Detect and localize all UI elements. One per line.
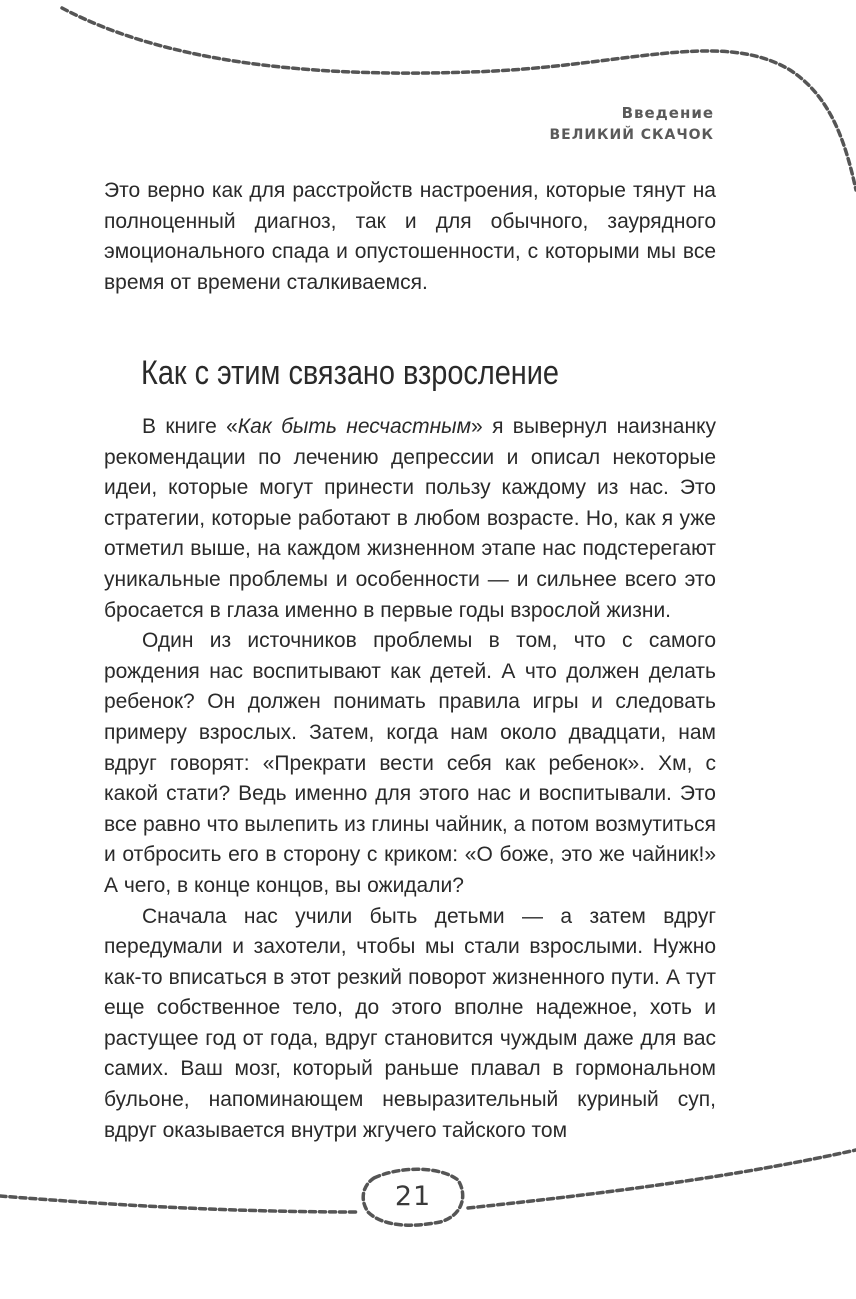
bottom-dashed-curve-left bbox=[0, 1196, 358, 1212]
intro-paragraph: Это верно как для расстройств настроения, которые тянут на полноценный диагноз, так и для обычного, заурядного эмоционального спада и опустошенности, с которыми мы все время от времени сталкиваемся. bbox=[104, 179, 716, 294]
body-paragraph-2: Один из источников проблемы в том, что с самого рождения нас воспитывают как детей. А что должен делать ребенок? Он должен понимать правила игры и следовать примеру взрослых. Затем, когда нам около двадцати, нам вдруг говорят: «Прекрати вести себя как ребенок». Хм, с какой стати? Ведь именно для этого нас и воспитывали. Это все равно что вылепить из глины чайник, а потом возмутиться и отбросить его в сторону с криком: «О боже, это же чайник!» А чего, в конце концов, вы ожидали? bbox=[104, 629, 716, 897]
book-title: Как быть несчастным bbox=[237, 415, 472, 438]
running-head bbox=[549, 102, 714, 146]
paragraph-1-rest: » я вывернул наизнанку рекомендации по лечению депрессии и описал некоторые идеи, которые могут принести пользу каждому из нас. Это стратегии, которые работают в любом возрасте. Но, как я уже отметил выше, на каждом жизненном этапе нас подстерегают уникальные проблемы и особенности — и сильнее всего это бросается в глаза именно в первые годы взрослой жизни. bbox=[104, 415, 716, 622]
intro-text bbox=[104, 176, 716, 298]
chapter-label: Введение bbox=[621, 104, 714, 122]
top-dashed-curve bbox=[62, 8, 856, 190]
bottom-dashed-curve-right bbox=[468, 1150, 856, 1208]
page-number: 21 bbox=[394, 1181, 432, 1212]
body-paragraph-1 bbox=[104, 412, 716, 626]
section-heading: Как с этим связано взросление bbox=[141, 354, 559, 392]
section-body bbox=[104, 412, 716, 1146]
body-paragraph-3: Сначала нас учили быть детьми — а затем вдруг передумали и захотели, чтобы мы стали взрослыми. Нужно как-то вписаться в этот резкий поворот жизненного пути. А тут еще собственное тело, до этого вполне надежное, хоть и растущее год от года, вдруг становится чуждым даже для вас самих. Ваш мозг, который раньше плавал в гормональном бульоне, напоминающем невыразительный куриный суп, вдруг оказывается внутри жгучего тайского том bbox=[104, 904, 716, 1142]
paragraph-1-lead: В книге « bbox=[142, 415, 238, 438]
chapter-subtitle: ВЕЛИКИЙ СКАЧОК bbox=[549, 127, 714, 143]
